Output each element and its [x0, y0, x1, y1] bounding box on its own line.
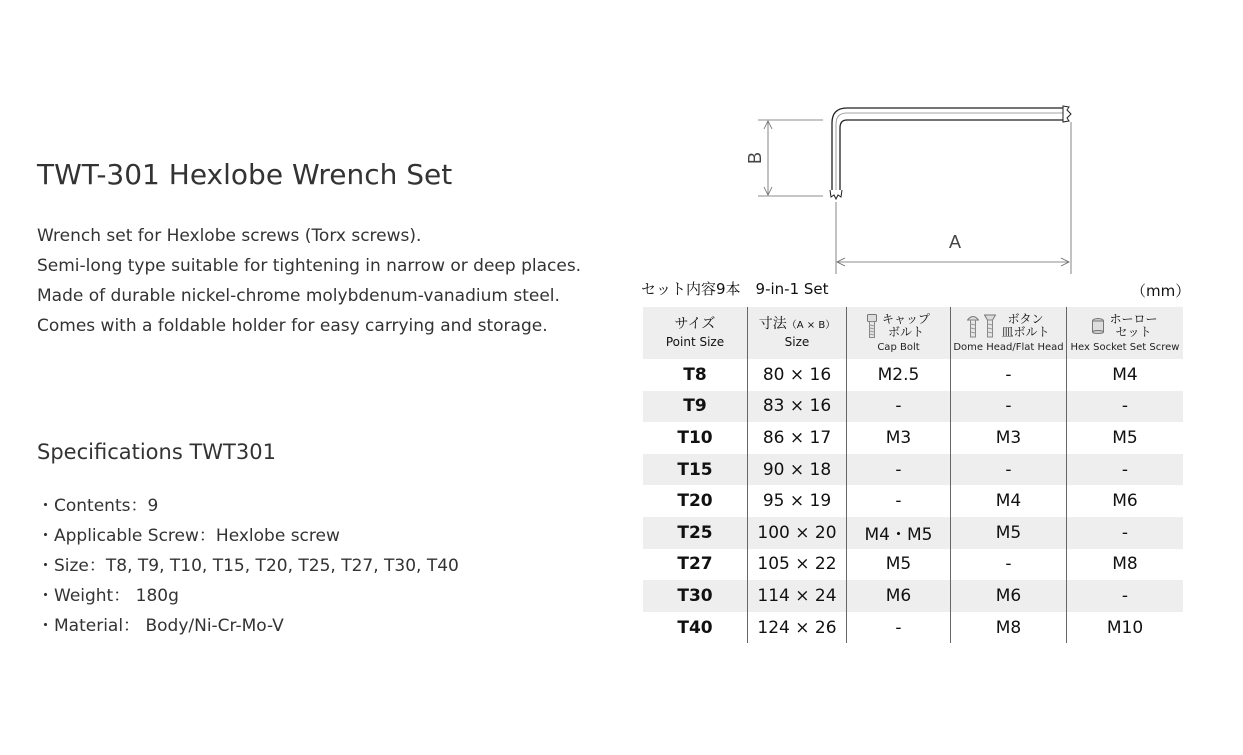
cell-size: 105 × 22	[747, 549, 846, 581]
cell-set-screw: M10	[1066, 612, 1183, 644]
cell-dome-flat: -	[950, 359, 1066, 391]
cell-dome-flat: M4	[950, 485, 1066, 517]
wrench-outline-icon	[832, 108, 1065, 192]
cell-point-size: T15	[677, 459, 713, 480]
description-line: Made of durable nickel-chrome molybdenum-vanadium steel.	[37, 286, 560, 306]
cell-point-size: T40	[677, 617, 713, 638]
cell-size: 124 × 26	[747, 612, 846, 644]
cell-set-screw: M8	[1066, 549, 1183, 581]
cell-set-screw: -	[1066, 517, 1183, 549]
cell-cap-bolt: M2.5	[846, 359, 950, 391]
header-hex-socket-set-screw	[1066, 307, 1183, 359]
header-dome-en: Dome Head/Flat Head	[953, 342, 1064, 354]
cell-dome-flat: M5	[950, 517, 1066, 549]
cell-cap-bolt: M4・M5	[846, 517, 950, 549]
page-title: TWT-301 Hexlobe Wrench Set	[37, 158, 453, 191]
table-row	[643, 485, 1183, 517]
cell-dome-flat: -	[950, 549, 1066, 581]
cell-cap-bolt: -	[846, 485, 950, 517]
cell-point-size: T27	[677, 554, 713, 575]
cell-cap-bolt: M3	[846, 422, 950, 454]
cell-dome-flat: M3	[950, 422, 1066, 454]
header-hex-en: Hex Socket Set Screw	[1070, 342, 1180, 354]
cell-dome-flat: -	[950, 391, 1066, 423]
spec-item: ・Applicable Screw：Hexlobe screw	[37, 526, 340, 546]
cell-size: 83 × 16	[747, 391, 846, 423]
cell-point-size: T25	[677, 522, 713, 543]
cell-set-screw: M6	[1066, 485, 1183, 517]
cap-bolt-icon	[867, 314, 877, 338]
cell-cap-bolt: M5	[846, 549, 950, 581]
table-row	[643, 454, 1183, 486]
cell-dome-flat: M8	[950, 612, 1066, 644]
dimension-b-label: B	[745, 151, 765, 165]
spec-item: ・Size：T8, T9, T10, T15, T20, T25, T27, T30, T40	[37, 556, 459, 576]
header-cap-en: Cap Bolt	[877, 342, 920, 354]
table-row	[643, 612, 1183, 644]
cell-set-screw: M5	[1066, 422, 1183, 454]
cell-point-size: T8	[683, 364, 707, 385]
header-size-en: Point Size	[665, 335, 725, 350]
description-line: Semi-long type suitable for tightening in narrow or deep places.	[37, 256, 582, 276]
cell-point-size: T20	[677, 491, 713, 512]
cell-dome-flat: M6	[950, 580, 1066, 612]
flat-head-bolt-icon	[984, 314, 996, 338]
size-table	[643, 307, 1183, 643]
wrench-dimension-diagram	[735, 98, 1095, 278]
header-dimensions	[747, 307, 846, 359]
header-cap-jp2: ボルト	[887, 324, 924, 339]
description-line: Wrench set for Hexlobe screws (Torx screws).	[37, 226, 422, 246]
table-row	[643, 359, 1183, 391]
cell-size: 114 × 24	[747, 580, 846, 612]
cell-set-screw: M4	[1066, 359, 1183, 391]
table-row	[643, 517, 1183, 549]
spec-item: ・Weight： 180g	[37, 586, 179, 606]
table-row	[643, 391, 1183, 423]
cell-set-screw: -	[1066, 580, 1183, 612]
specifications-list	[37, 491, 459, 641]
header-hex-jp2: セット	[1115, 324, 1152, 339]
cell-cap-bolt: -	[846, 612, 950, 644]
product-description	[37, 221, 581, 341]
header-dim-jp: 寸法	[758, 315, 787, 332]
unit-label: （mm）	[1131, 282, 1191, 300]
table-row	[643, 422, 1183, 454]
cell-size: 90 × 18	[747, 454, 846, 486]
spec-item: ・Contents：9	[37, 496, 159, 516]
header-dome-flat-head	[950, 307, 1066, 359]
header-dome-jp1: ボタン	[1007, 311, 1044, 326]
torx-tip-icon	[1063, 106, 1071, 122]
table-row	[643, 580, 1183, 612]
dome-head-bolt-icon	[967, 314, 979, 338]
cell-size: 100 × 20	[747, 517, 846, 549]
header-dome-jp2: 皿ボルト	[1001, 324, 1050, 339]
cell-set-screw: -	[1066, 391, 1183, 423]
header-dim-en: Size	[784, 335, 810, 350]
set-screw-icon	[1092, 318, 1104, 334]
header-cap-jp1: キャップ	[881, 311, 930, 326]
header-point-size	[643, 307, 747, 359]
cell-cap-bolt: M6	[846, 580, 950, 612]
dimension-a-label: A	[948, 232, 962, 252]
cell-size: 86 × 17	[747, 422, 846, 454]
header-size-jp: サイズ	[674, 315, 716, 332]
cell-size: 95 × 19	[747, 485, 846, 517]
description-line: Comes with a foldable holder for easy carrying and storage.	[37, 316, 548, 336]
cell-set-screw: -	[1066, 454, 1183, 486]
specifications-heading: Specifications TWT301	[37, 440, 276, 464]
cell-point-size: T10	[677, 427, 713, 448]
header-cap-bolt	[846, 307, 950, 359]
cell-size: 80 × 16	[747, 359, 846, 391]
header-hex-jp1: ホーロー	[1109, 311, 1158, 326]
cell-point-size: T9	[683, 396, 707, 417]
table-header	[643, 307, 1183, 359]
table-row	[643, 549, 1183, 581]
set-contents-label: セット内容9本 9-in-1 Set	[641, 280, 829, 298]
header-dim-sub: （A × B）	[786, 319, 836, 331]
cell-cap-bolt: -	[846, 454, 950, 486]
cell-cap-bolt: -	[846, 391, 950, 423]
spec-item: ・Material： Body/Ni-Cr-Mo-V	[37, 616, 284, 636]
cell-dome-flat: -	[950, 454, 1066, 486]
cell-point-size: T30	[677, 585, 713, 606]
